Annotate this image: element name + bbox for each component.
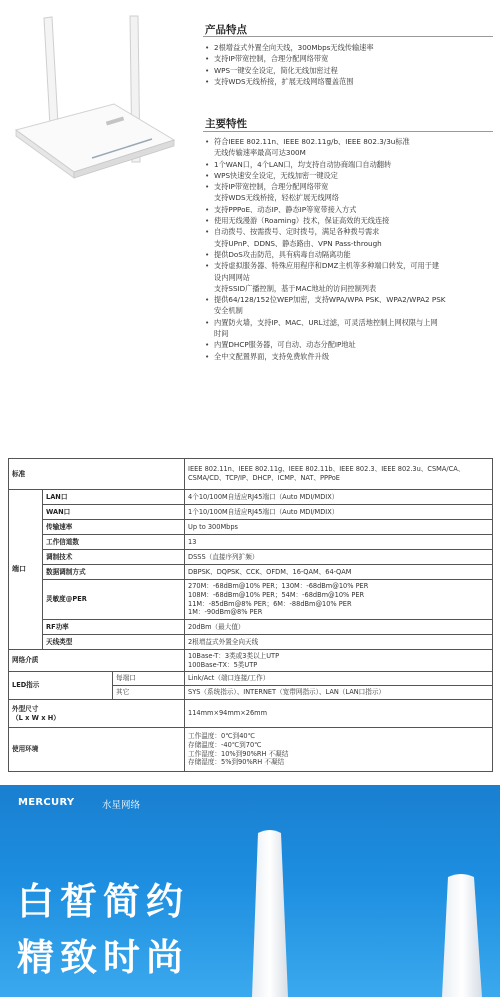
brand-name-cn: 水星网络 (102, 800, 141, 811)
row-value: 1个10/100M自适应RJ45端口（Auto MDI/MDIX） (185, 505, 493, 520)
list-item: • 全中文配置界面，支持免费软件升级 (205, 351, 497, 362)
env-value: 工作温度：0℃到40℃ 存储温度：-40℃到70℃ 工作湿度：10%到90%RH 不凝结 存储湿度：5%到90%RH 不凝结 (185, 728, 493, 772)
product-section (0, 0, 500, 458)
table-row (9, 459, 493, 490)
row-label: RF功率 (43, 620, 185, 635)
row-label: 外型尺寸 （L x W x H） (9, 700, 185, 728)
router-product-image (2, 12, 192, 182)
table-row (9, 700, 493, 728)
list-item: • 1个WAN口，4个LAN口，均支持自动协商端口自动翻转 (205, 159, 497, 170)
features-divider (203, 36, 493, 37)
sensitivity-value: 270M：-68dBm@10% PER；130M：-68dBm@10% PER 108M：-68dBm@10% PER；54M：-68dBm@10% PER 11M：-85dBm@8% PER；6M：-88dBm@10% PER 1M：-90dBm@8% PER (185, 580, 493, 620)
promo-banner (0, 785, 500, 997)
spec-table (8, 458, 493, 772)
row-value: 4个10/100M自适应RJ45端口（Auto MDI/MDIX） (185, 490, 493, 505)
slogan-line-2: 精致时尚 (17, 936, 189, 979)
row-sublabel: 每端口 (113, 672, 185, 686)
row-value: Up to 300Mbps (185, 520, 493, 535)
row-label: LED指示 (9, 672, 113, 700)
row-value: DBPSK、DQPSK、CCK、OFDM、16-QAM、64-QAM (185, 565, 493, 580)
row-label: 数据调制方式 (43, 565, 185, 580)
list-item: • 2根增益式外置全向天线，300Mbps无线传输速率 (205, 42, 497, 53)
list-item: • 提供DoS攻击防范，具有病毒自动隔离功能 (205, 249, 497, 260)
table-row (9, 490, 493, 505)
network-value: 10Base-T：3类或3类以上UTP 100Base-TX：5类UTP (185, 650, 493, 672)
row-label: 调制技术 (43, 550, 185, 565)
row-value: Link/Act（端口连接/工作） (185, 672, 493, 686)
row-value: DSSS（直接序列扩频） (185, 550, 493, 565)
list-item: • WPS一键安全设定，简化无线加密过程 (205, 65, 497, 76)
list-item: • 符合IEEE 802.11n、IEEE 802.11g/b、IEEE 802.3/3u标准 无线传输速率最高可达300M (205, 136, 497, 159)
row-label: 传输速率 (43, 520, 185, 535)
table-row (9, 728, 493, 772)
row-sublabel: 其它 (113, 686, 185, 700)
main-specs-list (205, 136, 497, 362)
table-row (9, 565, 493, 580)
row-label: 天线类型 (43, 635, 185, 650)
table-row (9, 635, 493, 650)
list-item: • 内置DHCP服务器，可自动、动态分配IP地址 (205, 339, 497, 350)
list-item: • WPS快速安全设定，无线加密一键设定 (205, 170, 497, 181)
list-item: • 支持IP带宽控制，合理分配网络带宽 支持WDS无线桥接，轻松扩展无线网络 (205, 181, 497, 204)
row-value: 20dBm（最大值） (185, 620, 493, 635)
list-item: • 内置防火墙，支持IP、MAC、URL过滤，可灵活地控制上网权限与上网 时间 (205, 317, 497, 340)
table-row (9, 672, 493, 686)
table-row (9, 620, 493, 635)
table-row (9, 650, 493, 672)
features-title: 产品特点 (205, 24, 247, 36)
row-label: 灵敏度@PER (43, 580, 185, 620)
row-label: LAN口 (43, 490, 185, 505)
table-row (9, 505, 493, 520)
main-specs-title: 主要特性 (205, 118, 247, 130)
list-item: • 支持IP带宽控制，合理分配网络带宽 (205, 53, 497, 64)
standard-label: 标准 (9, 459, 185, 490)
main-specs-divider (203, 131, 493, 132)
standard-value: IEEE 802.11n、IEEE 802.11g、IEEE 802.11b、IEEE 802.3、IEEE 802.3u、CSMA/CA、CSMA/CD、TCP/IP、DHCP、ICMP、NAT、PPPoE (185, 459, 493, 490)
list-item: • 自动拨号、按需拨号、定时拨号，满足各种拨号需求 支持UPnP、DDNS、静态路由、VPN Pass-through (205, 226, 497, 249)
list-item: • 支持WDS无线桥接，扩展无线网络覆盖范围 (205, 76, 497, 87)
row-value: 13 (185, 535, 493, 550)
table-row (9, 535, 493, 550)
row-value: 2根增益式外置全向天线 (185, 635, 493, 650)
table-row (9, 580, 493, 620)
slogan-line-1: 白皙简约 (17, 880, 189, 923)
features-list (205, 42, 497, 87)
row-value: SYS（系统指示）、INTERNET（宽带网指示）、LAN（LAN口指示） (185, 686, 493, 700)
row-label: 工作信道数 (43, 535, 185, 550)
list-item: • 支持虚拟服务器、特殊应用程序和DMZ主机等多种端口转发，可用于建 设内网网站 支持SSID广播控制，基于MAC地址的访问控制列表 (205, 260, 497, 294)
row-value: 114mm×94mm×26mm (185, 700, 493, 728)
row-label: 使用环境 (9, 728, 185, 772)
row-label: 网络介质 (9, 650, 185, 672)
list-item: • 支持PPPoE、动态IP、静态IP等宽带接入方式 (205, 204, 497, 215)
list-item: • 提供64/128/152位WEP加密，支持WPA/WPA PSK、WPA2/WPA2 PSK 安全机制 (205, 294, 497, 317)
port-group-label: 端口 (9, 490, 43, 650)
table-row (9, 550, 493, 565)
table-row (9, 520, 493, 535)
list-item: • 使用无线漫游（Roaming）技术，保证高效的无线连接 (205, 215, 497, 226)
row-label: WAN口 (43, 505, 185, 520)
brand-logo: MERCURY (18, 797, 75, 808)
